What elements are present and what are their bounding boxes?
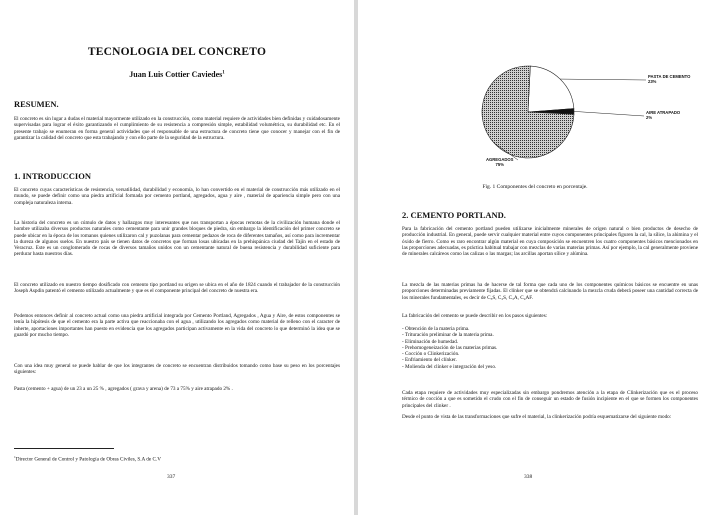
intro-paragraph-2: La historia del concreto es un cúmulo de datos y hallazgos muy interesantes que nos transportan a épocas remotas de la civilización humana donde el hombre utilizaba diversos productos naturales como cementante para unir grandes bloques de piedra, sin embargo la identificación del primer concreto se puede ubicar en la época de los romanos quienes utilizaron cal y puzolanas para cementar pedazos de roca de diferentes tamaños, así como para incrementar la dureza de algunos suelos. En nuestro país se tienen datos de concretos que forman losas ubicadas en la prehispánica ciudad del Tajín en el estado de Veracruz. Este es un conglomerado de rocas de diversos tamaños unidos con un cementante natural de buena resistencia y durabilidad suficiente para perdurar hasta nuestros días.	[14, 220, 340, 258]
cemento-paragraph-3: La fabricación del cemento se puede describir en los pasos siguientes:	[402, 313, 548, 319]
intro-paragraph-3: El concreto utilizado en nuestro tiempo dosificado con cemento tipo portland su origen se ubica en el año de 1824 cuando el trabajador de la construcción Joseph Aspdin patentó el cemento utilizado actualmente y que es el componente principal del concreto de nuestra era.	[14, 282, 340, 295]
footnote	[14, 455, 161, 463]
page-number-left: 337	[167, 474, 176, 480]
intro-paragraph-5: Con una idea muy general se puede hablar de que los integrantes de concreto se encuentran distribuidos tomando como base su peso en los porcentajes siguientes:	[14, 363, 340, 376]
left-page	[0, 0, 354, 515]
right-page	[358, 0, 712, 515]
concrete-components-pie-chart	[458, 60, 712, 180]
author-name: Juan Luis Cottier Caviedes	[129, 70, 223, 79]
process-step: - Prehomogeneización de las materias primas.	[402, 344, 498, 351]
process-step: - Enfriamiento del clínker.	[402, 357, 457, 364]
intro-heading: 1. INTRODUCCION	[14, 171, 91, 181]
pasta-slice-label	[648, 74, 690, 84]
process-step: - Trituración preliminar de la materia prima.	[402, 332, 494, 339]
cemento-heading: 2. CEMENTO PORTLAND.	[402, 210, 506, 220]
agregados-label-percent: 75%	[495, 162, 504, 167]
author-line	[0, 70, 354, 79]
paper-title: TECNOLOGIA DEL CONCRETO	[87, 46, 267, 58]
cemento-paragraph-4: Cada etapa requiere de actividades muy especializadas sin embargo pondremos atención a la etapa de Clinkerización que es el proceso térmico de cocción a que es sometido el crudo con el fin de conseguir un estado de fusión incipiente en el que se formen los componentes principales del clinker .	[402, 390, 698, 409]
pasta-de-cemento-slice	[528, 66, 574, 112]
cemento-paragraph-5: Desde el punto de vista de las transformaciones que sufre el material, la clinkerización podría esquematizarse del siguiente modo:	[402, 414, 672, 420]
footnote-text: Director General de Control y Patología de Obras Civiles, S.A de C.V	[15, 456, 161, 463]
aire-slice-label	[646, 110, 680, 120]
footnote-mark: 1	[14, 455, 16, 459]
figure-caption: Fig. 1 Componentes del concreto en porcentaje.	[482, 184, 588, 190]
intro-paragraph-4: Podemos entonces definir al concreto actual como una piedra artificial integrada por Cemento Portland, Agregados , Agua y Aire, de estos componentes se tenía la hipótesis de que el cemento era la parte activa que reaccionaba con el agua , utilizando los agregados como material de relleno con el caracter de inherte, aportaciones importantes han puesto en evidencia que los agregados participan activamente en la vida del concreto lo que determinó la idea que se guardó por mucho tiempo.	[14, 313, 340, 338]
process-step: - Eliminación de humedad.	[402, 338, 459, 345]
process-steps-list	[402, 326, 698, 370]
aire-label-name: AIRE ATRAPADO	[646, 110, 681, 115]
pasta-label-name: PASTA DE CEMENTO	[648, 74, 691, 79]
cemento-paragraph-2: La mezcla de las materias primas ha de hacerse de tal forma que cada uno de los componentes químicos básicos se encuentre en unas proporciones determinadas previamente fijadas. El clínker que se obtendrá calcinando la mezcla cruda deberá poseer una cantidad correcta de los minerales fundamentales, es decir de C₃S, C₂S, C₃A, C₄AF.	[402, 282, 698, 301]
leader-line	[574, 111, 644, 116]
intro-paragraph-6: Pasta (cemento + agua) de un 23 a un 25 % , agregados ( grava y arena) de 73 a 75% y aire atrapado 2% .	[14, 386, 233, 392]
agregados-slice-label	[486, 157, 513, 167]
leader-line	[560, 79, 646, 80]
resumen-text: El concreto es sin lugar a dudas el material mayormente utilizado en la construcción, como material requiere de actividades bien definidas y cuidadosamente supervisadas para lograr el éxito garantizando el cumplimiento de su resistencia a compresión simple, estabilidad volumétrica, su durabilidad etc. En el presente trabajo se enumeran en forma general actividades que el responsable de una estructura de concreto tiene que conocer y manejar con el fin de garantizar la calidad del concreto que esta trabajando y con ello parte de la seguridad de la estructura.	[14, 116, 340, 141]
resumen-heading: RESUMEN.	[14, 99, 59, 109]
process-step: - Molienda del clínker e integración del yeso.	[402, 363, 497, 370]
process-step: - Cocción o Clinkerización.	[402, 351, 460, 358]
page-number-right: 338	[524, 474, 533, 480]
footnote-rule	[14, 448, 114, 449]
agregados-label-name: AGREGADOS	[486, 157, 514, 162]
process-step: - Obtención de la materia prima.	[402, 326, 470, 332]
intro-paragraph-1: El concreto cuyas características de resistencia, versatilidad, durabilidad y economía, lo han convertido en el material de construcción más utilizado en el mundo, se puede definir como una piedra artificial formada por cemento portland, agregados, agua y aire , material de apariencia simple pero con una compleja naturaleza interna.	[14, 187, 340, 206]
cemento-paragraph-1: Para la fabricación del cemento portland pueden utilizarse inicialmente minerales de origen natural o bien productos de desecho de producción industrial. En general, puede servir cualquier material entre cuyos componentes principales figuren la cal, la sílice, la alúmina y el óxido de fierro. Como es raro encontrar algún material en cuya composición se encuentren los cuatro componentes básicos mencionados en las proporciones adecuadas, es práctica habitual trabajar con mezclas de varias materias primas. Así por ejemplo, la cal generalmente proviene de minerales calcáreos como las calizas o las margas; las arcillas aportan sílice y alúmina.	[402, 226, 698, 258]
pasta-label-percent: 23%	[648, 79, 657, 84]
author-note-mark: 1	[222, 70, 225, 76]
aire-label-percent: 2%	[646, 115, 653, 120]
